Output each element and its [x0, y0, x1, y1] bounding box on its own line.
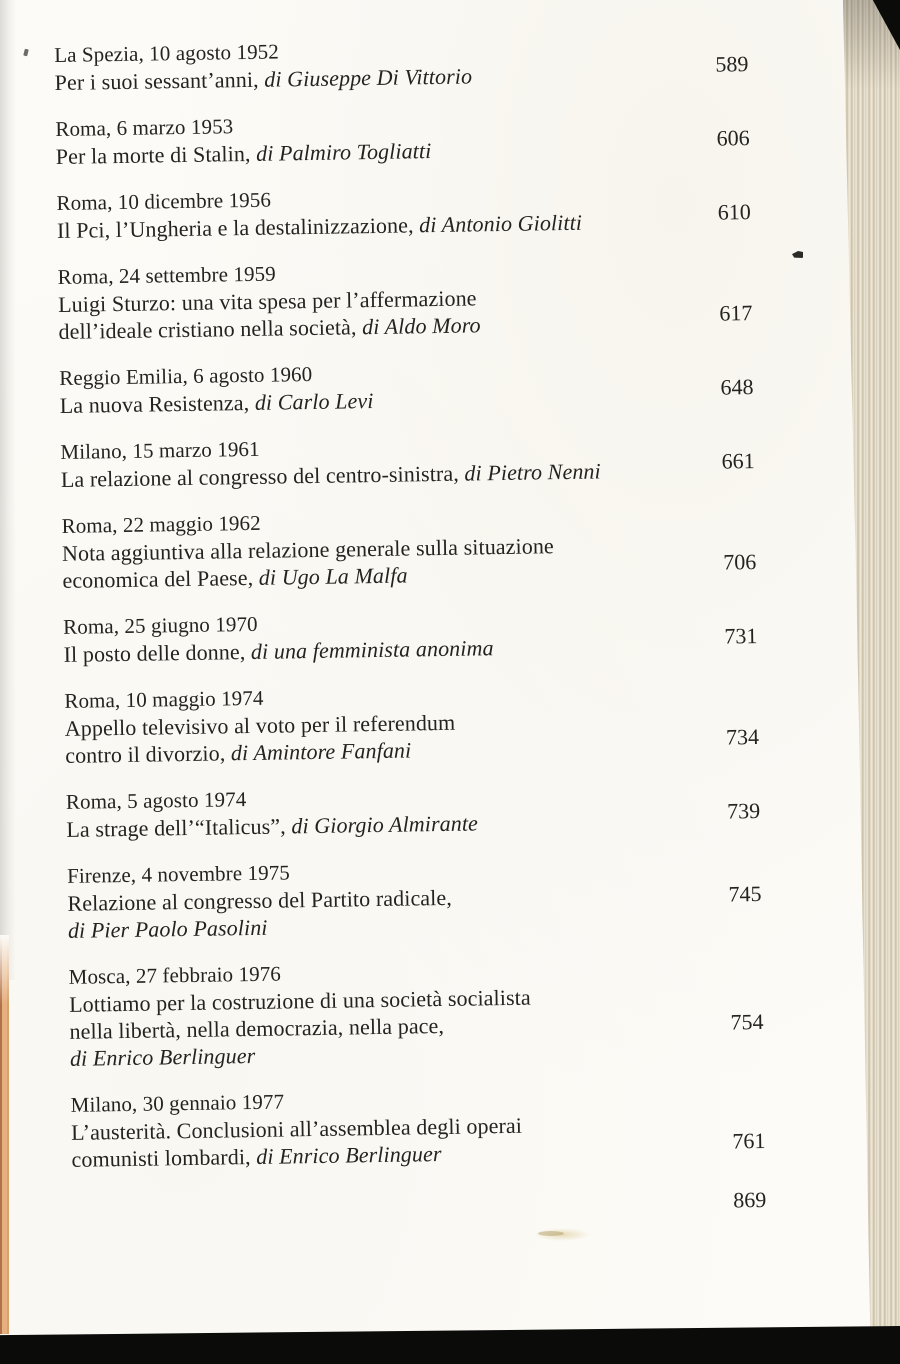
entry-page-number: 648: [720, 374, 754, 400]
entry-page-number: 617: [719, 300, 753, 326]
entry-title-text: La nuova Resistenza,: [59, 389, 256, 418]
entry-author: di Ugo La Malfa: [258, 562, 408, 590]
entry-title-line: [58, 311, 481, 345]
entry-title-text: Per i suoi sessant’anni,: [54, 66, 265, 95]
page-folio: 869: [733, 1186, 767, 1213]
entry-text: [63, 607, 494, 668]
entry-author: di Pietro Nenni: [464, 458, 601, 486]
entry-author: di Aldo Moro: [361, 312, 481, 340]
entry-title-text: dell’ideale cristiano nella società,: [58, 314, 363, 344]
entry-text: [60, 430, 601, 492]
entry-date: La Spezia, 10 agosto 1952: [54, 39, 280, 67]
entry-date: Roma, 10 maggio 1974: [64, 685, 264, 713]
entry-date: Roma, 10 dicembre 1956: [56, 187, 272, 215]
entry-page-number: 739: [726, 798, 761, 824]
entry-text: [55, 110, 431, 170]
entry-page-number: 754: [730, 1008, 764, 1035]
entry-author: di Pier Paolo Pasolini: [67, 914, 268, 943]
entry-author: di una femminista anonima: [250, 635, 494, 664]
entry-title-text: Luigi Sturzo: una vita spesa per l’affermazione: [57, 285, 477, 317]
entry-title-line: [68, 911, 453, 944]
gutter-shadow: [0, 0, 16, 980]
entry-date: Roma, 6 marzo 1953: [55, 114, 234, 141]
margin-tick-mark: [23, 49, 29, 57]
entry-date: Firenze, 4 novembre 1975: [66, 860, 291, 888]
toc-entry: [56, 179, 751, 244]
entry-text: [68, 957, 531, 1072]
entry-date: Milano, 30 gennaio 1977: [70, 1089, 285, 1117]
entry-title-text: Per la morte di Stalin,: [55, 140, 257, 169]
entry-author: di Carlo Levi: [254, 388, 374, 415]
toc-entry: [66, 778, 761, 843]
entry-text: [54, 35, 472, 96]
entry-page-number: 610: [717, 199, 751, 225]
entry-text: [66, 782, 478, 842]
entry-title-line: [56, 137, 432, 170]
entry-date: Milano, 15 marzo 1961: [60, 436, 260, 464]
entry-title-text: Il posto delle donne,: [63, 638, 252, 667]
entry-title-line: [63, 634, 493, 668]
entry-text: [70, 1085, 522, 1173]
entry-page-number: 589: [715, 51, 749, 77]
entry-page-number: 661: [721, 448, 755, 474]
entry-title-line: [65, 736, 456, 769]
entry-title-text: Relazione al congresso del Partito radicale,: [67, 884, 453, 916]
toc-entry: [59, 354, 754, 419]
entry-date: Roma, 24 settembre 1959: [57, 261, 276, 289]
scan-smudge: [534, 1228, 590, 1241]
entry-title-text: Appello televisivo al voto per il referendum: [64, 709, 456, 741]
entry-author: di Giuseppe Di Vittorio: [264, 63, 473, 92]
entry-author: di Enrico Berlinguer: [256, 1141, 442, 1169]
entry-author: di Enrico Berlinguer: [69, 1042, 256, 1071]
entry-title-text: La relazione al congresso del centro-sinistra,: [60, 460, 465, 492]
entry-author: di Amintore Fanfani: [230, 737, 412, 766]
entry-title-text: L’austerità. Conclusioni all’assemblea degli operai: [70, 1112, 523, 1145]
toc-block: [54, 31, 766, 1224]
entry-date: Roma, 5 agosto 1974: [65, 787, 247, 814]
entry-title-text: Lottiamo per la costruzione di una società socialista: [68, 984, 531, 1017]
entry-text: [67, 857, 453, 944]
entry-title-line: [54, 62, 472, 96]
entry-text: [64, 682, 456, 769]
toc-entry: [67, 852, 762, 944]
entry-page-number: 706: [723, 549, 757, 575]
entry-text: [59, 360, 374, 419]
toc-entry: [70, 1081, 765, 1173]
entry-date: Mosca, 27 febbraio 1976: [68, 961, 282, 989]
entry-page-number: 761: [732, 1127, 766, 1154]
entry-date: Roma, 22 maggio 1962: [61, 510, 261, 538]
toc-entry: [60, 428, 755, 493]
entry-title-line: [66, 809, 478, 842]
entry-date: Roma, 25 giugno 1970: [63, 611, 258, 639]
toc-entry: [61, 502, 756, 594]
entry-author: di Palmiro Togliatti: [255, 138, 432, 166]
book-page-edges: [838, 0, 900, 1330]
adjacent-page-stripe: [0, 935, 9, 1334]
toc-entry: [55, 105, 750, 170]
entry-text: [56, 182, 582, 244]
entry-title-text: economica del Paese,: [62, 564, 259, 593]
scanner-bed-bottom: [0, 1326, 900, 1364]
entry-page-number: 734: [725, 724, 760, 750]
entry-title-text: Il Pci, l’Ungheria e la destalinizzazione,: [56, 212, 420, 243]
entry-title-text: Nota aggiuntiva alla relazione generale sulla situazione: [61, 533, 555, 566]
entry-text: [57, 257, 480, 345]
entry-date: Reggio Emilia, 6 agosto 1960: [59, 361, 313, 390]
entry-title-text: contro il divorzio,: [65, 740, 232, 768]
entry-text: [61, 505, 554, 594]
entry-page-number: 606: [716, 125, 750, 151]
entry-title-text: La strage dell’“Italicus”,: [66, 813, 292, 842]
toc-entry: [68, 953, 764, 1072]
toc-entry: [57, 253, 752, 345]
entry-title-line: [59, 387, 373, 419]
entry-title-line: [71, 1139, 522, 1173]
toc-entries: [54, 31, 766, 1173]
entry-page-number: 731: [724, 623, 758, 649]
entry-title-text: nella libertà, nella democrazia, nella pace,: [69, 1012, 445, 1044]
entry-author: di Giorgio Almirante: [291, 810, 479, 839]
entry-author: di Antonio Giolitti: [418, 209, 583, 238]
toc-entry: [54, 31, 749, 96]
entry-title-text: comunisti lombardi,: [71, 1143, 257, 1172]
entry-page-number: 745: [728, 880, 762, 907]
ink-speck: [792, 251, 803, 258]
toc-entry: [64, 677, 759, 769]
toc-entry: [63, 603, 758, 668]
